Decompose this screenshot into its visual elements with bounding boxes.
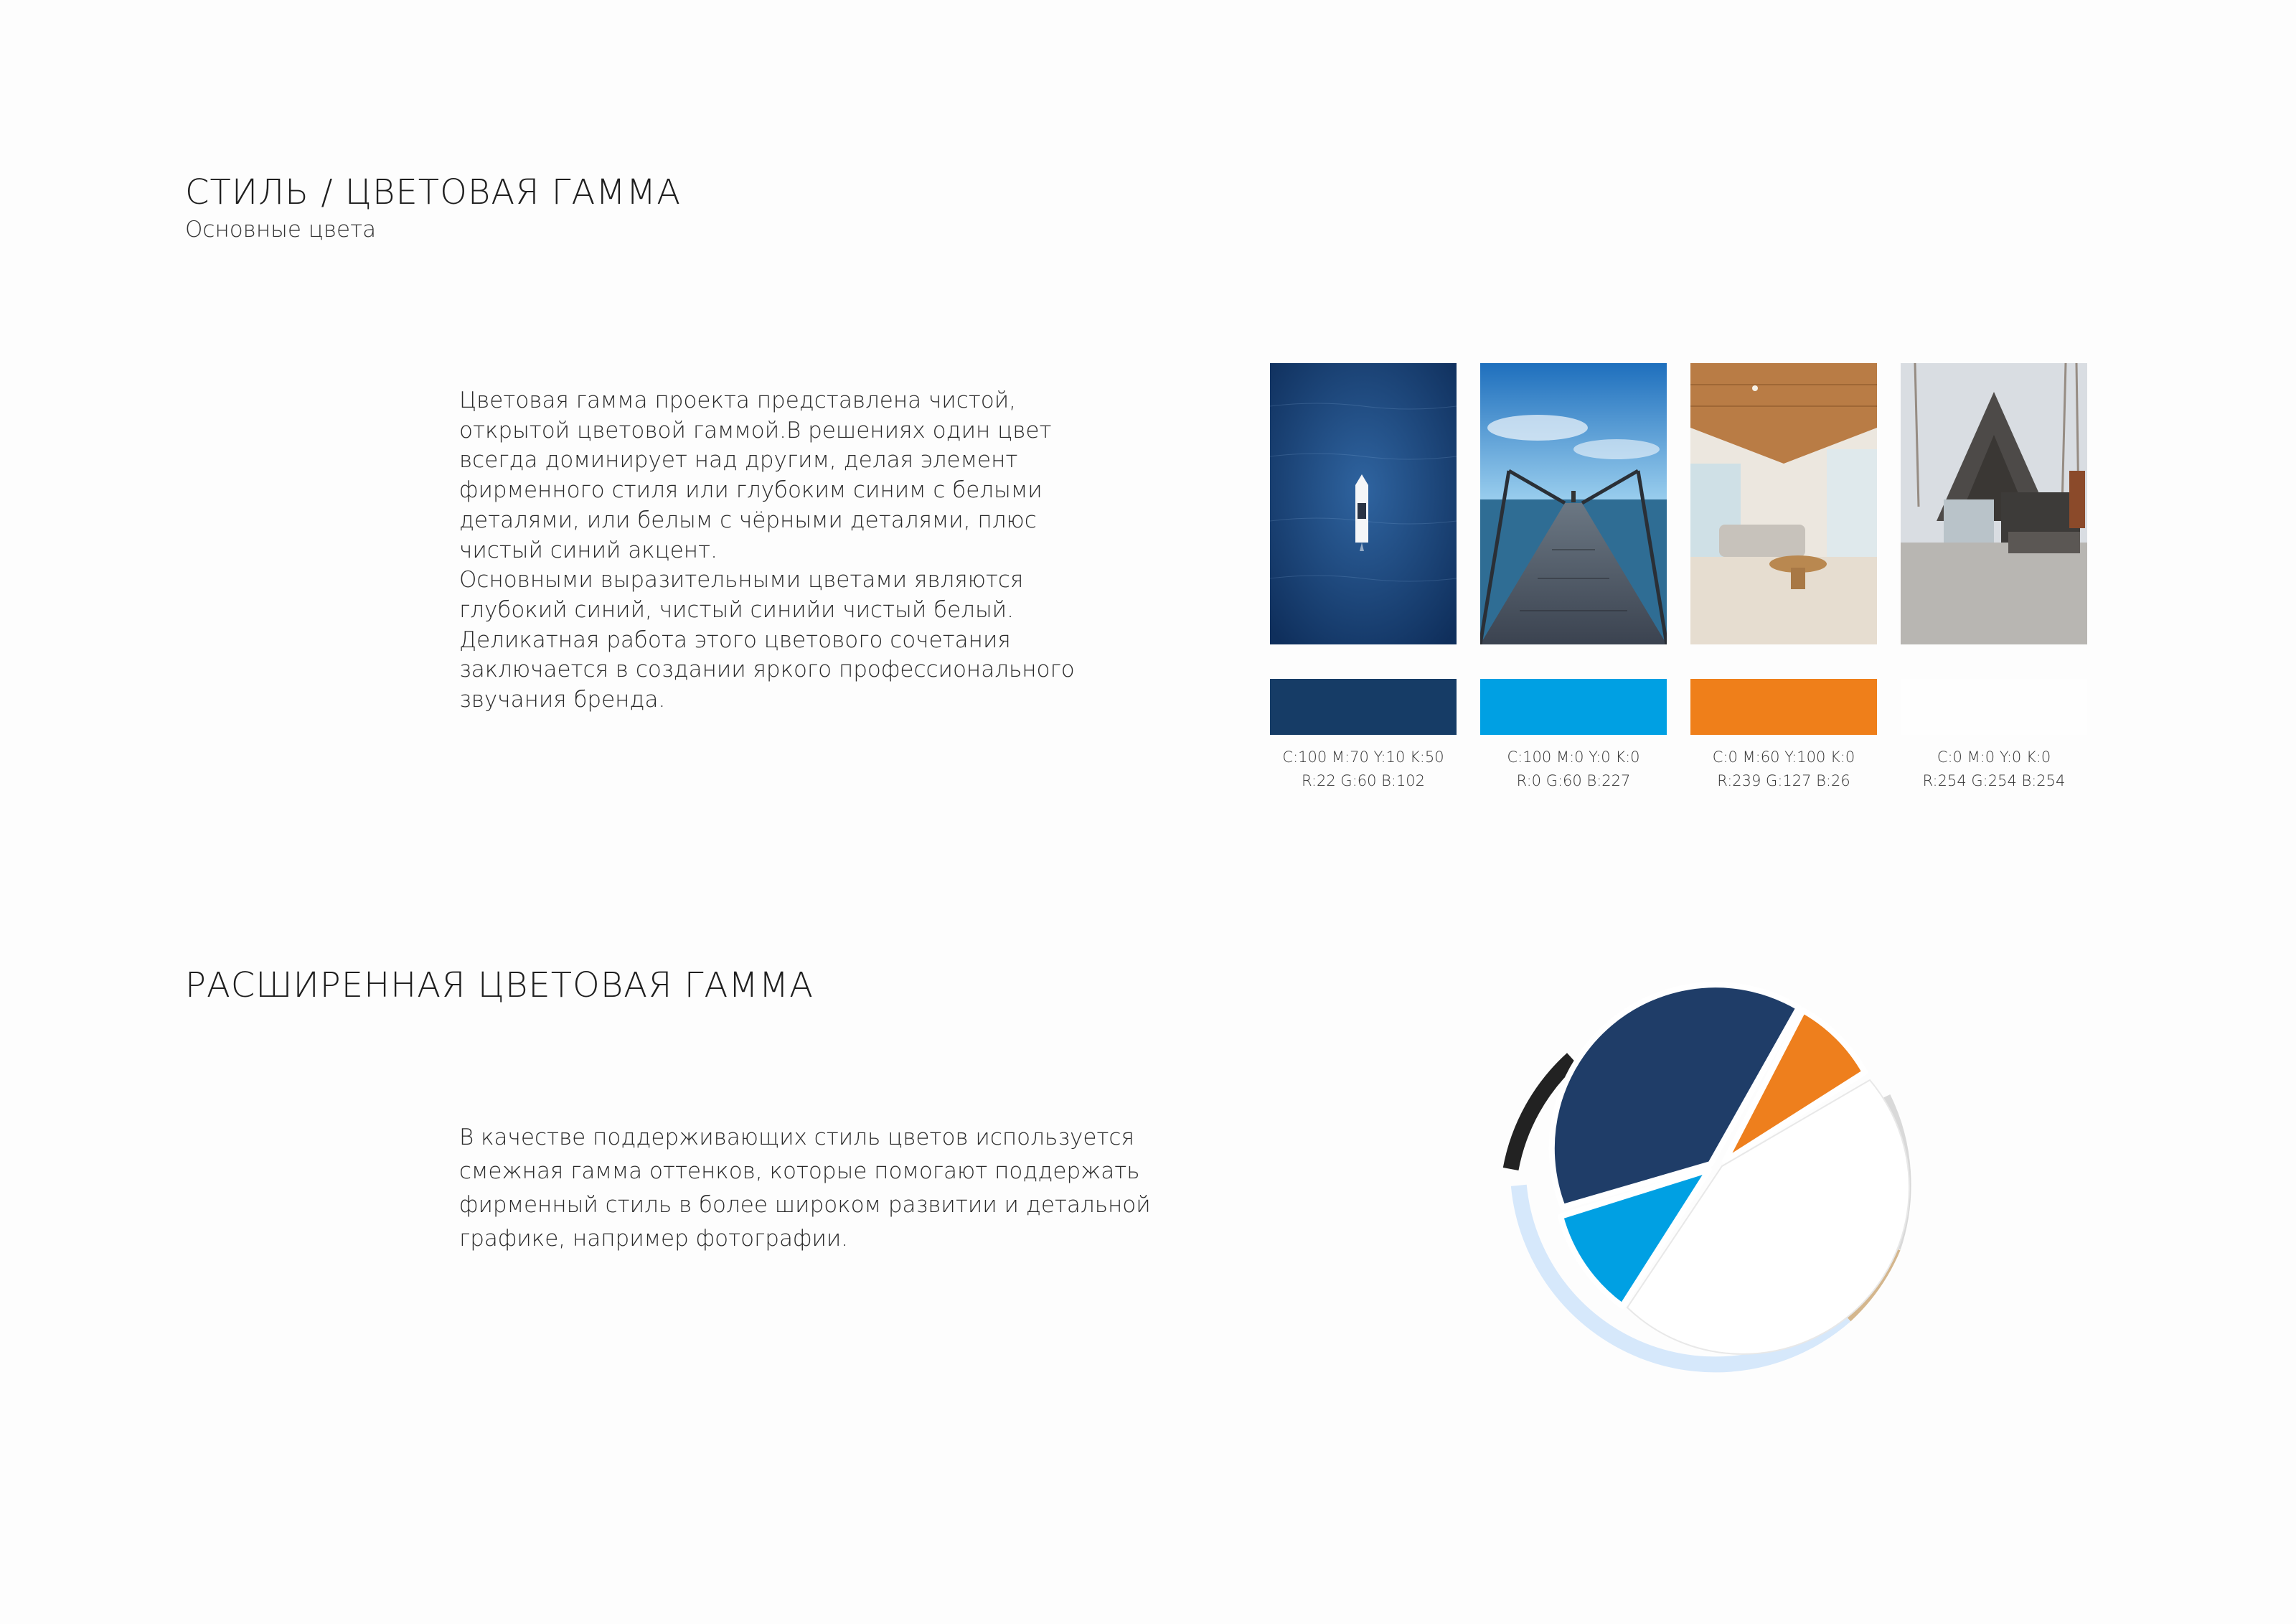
cmyk-code: C:100 M:0 Y:0 K:0 <box>1507 748 1640 766</box>
main-description <box>459 386 1177 715</box>
text-line: Цветовая гамма проекта представлена чистой, <box>459 388 1017 413</box>
text-line: Основными выразительными цветами являются <box>459 567 1024 593</box>
cabin-photo <box>1901 363 2087 644</box>
deep-blue-swatch <box>1270 679 1457 735</box>
white-swatch <box>1901 679 2087 735</box>
cmyk-code: C:100 M:70 Y:10 K:50 <box>1282 748 1444 766</box>
text-line: чистый синий акцент. <box>459 537 718 563</box>
text-line: фирменного стиля или глубоким синим с белыми <box>459 477 1043 504</box>
orange-swatch <box>1690 679 1877 735</box>
deep-blue-codes <box>1270 746 1457 793</box>
rgb-code: R:254 G:254 B:254 <box>1922 772 2066 789</box>
text-line: фирменный стиль в более широком развитии и детальной <box>459 1192 1151 1218</box>
extended-title: РАСШИРЕННАЯ ЦВЕТОВАЯ ГАММА <box>185 965 814 1005</box>
extended-color-wheel <box>1464 962 1966 1407</box>
rgb-code: R:22 G:60 B:102 <box>1301 772 1426 789</box>
text-line: всегда доминирует над другим, делая элемент <box>459 447 1018 474</box>
text-line: глубокий синий, чистый синийи чистый белый. <box>459 596 1014 623</box>
extended-description <box>459 1121 1248 1256</box>
text-line: звучания бренда. <box>459 687 666 713</box>
text-line: графике, например фотографии. <box>459 1226 849 1252</box>
text-line: Деликатная работа этого цветового сочетания <box>459 626 1011 653</box>
page-title: СТИЛЬ / ЦВЕТОВАЯ ГАММА <box>185 172 682 212</box>
orange-codes <box>1690 746 1877 793</box>
text-line: открытой цветовой гаммой.В решениях один цвет <box>459 417 1052 443</box>
text-line: В качестве поддерживающих стиль цветов используется <box>459 1125 1134 1150</box>
boat-on-sea-photo <box>1270 363 1457 644</box>
rgb-code: R:0 G:60 B:227 <box>1516 772 1631 789</box>
text-line: смежная гамма оттенков, которые помогают поддержать <box>459 1158 1140 1184</box>
text-line: деталями, или белым с чёрными деталями, плюс <box>459 507 1037 533</box>
interior-photo <box>1690 363 1877 644</box>
text-line: заключается в создании яркого профессионального <box>459 657 1075 683</box>
rgb-code: R:239 G:127 B:26 <box>1717 772 1850 789</box>
cmyk-code: C:0 M:0 Y:0 K:0 <box>1937 748 2051 766</box>
page-subtitle: Основные цвета <box>185 217 377 243</box>
bright-blue-codes <box>1480 746 1667 793</box>
white-codes <box>1901 746 2087 793</box>
cmyk-code: C:0 M:60 Y:100 K:0 <box>1712 748 1855 766</box>
bright-blue-swatch <box>1480 679 1667 735</box>
pier-photo <box>1480 363 1667 644</box>
